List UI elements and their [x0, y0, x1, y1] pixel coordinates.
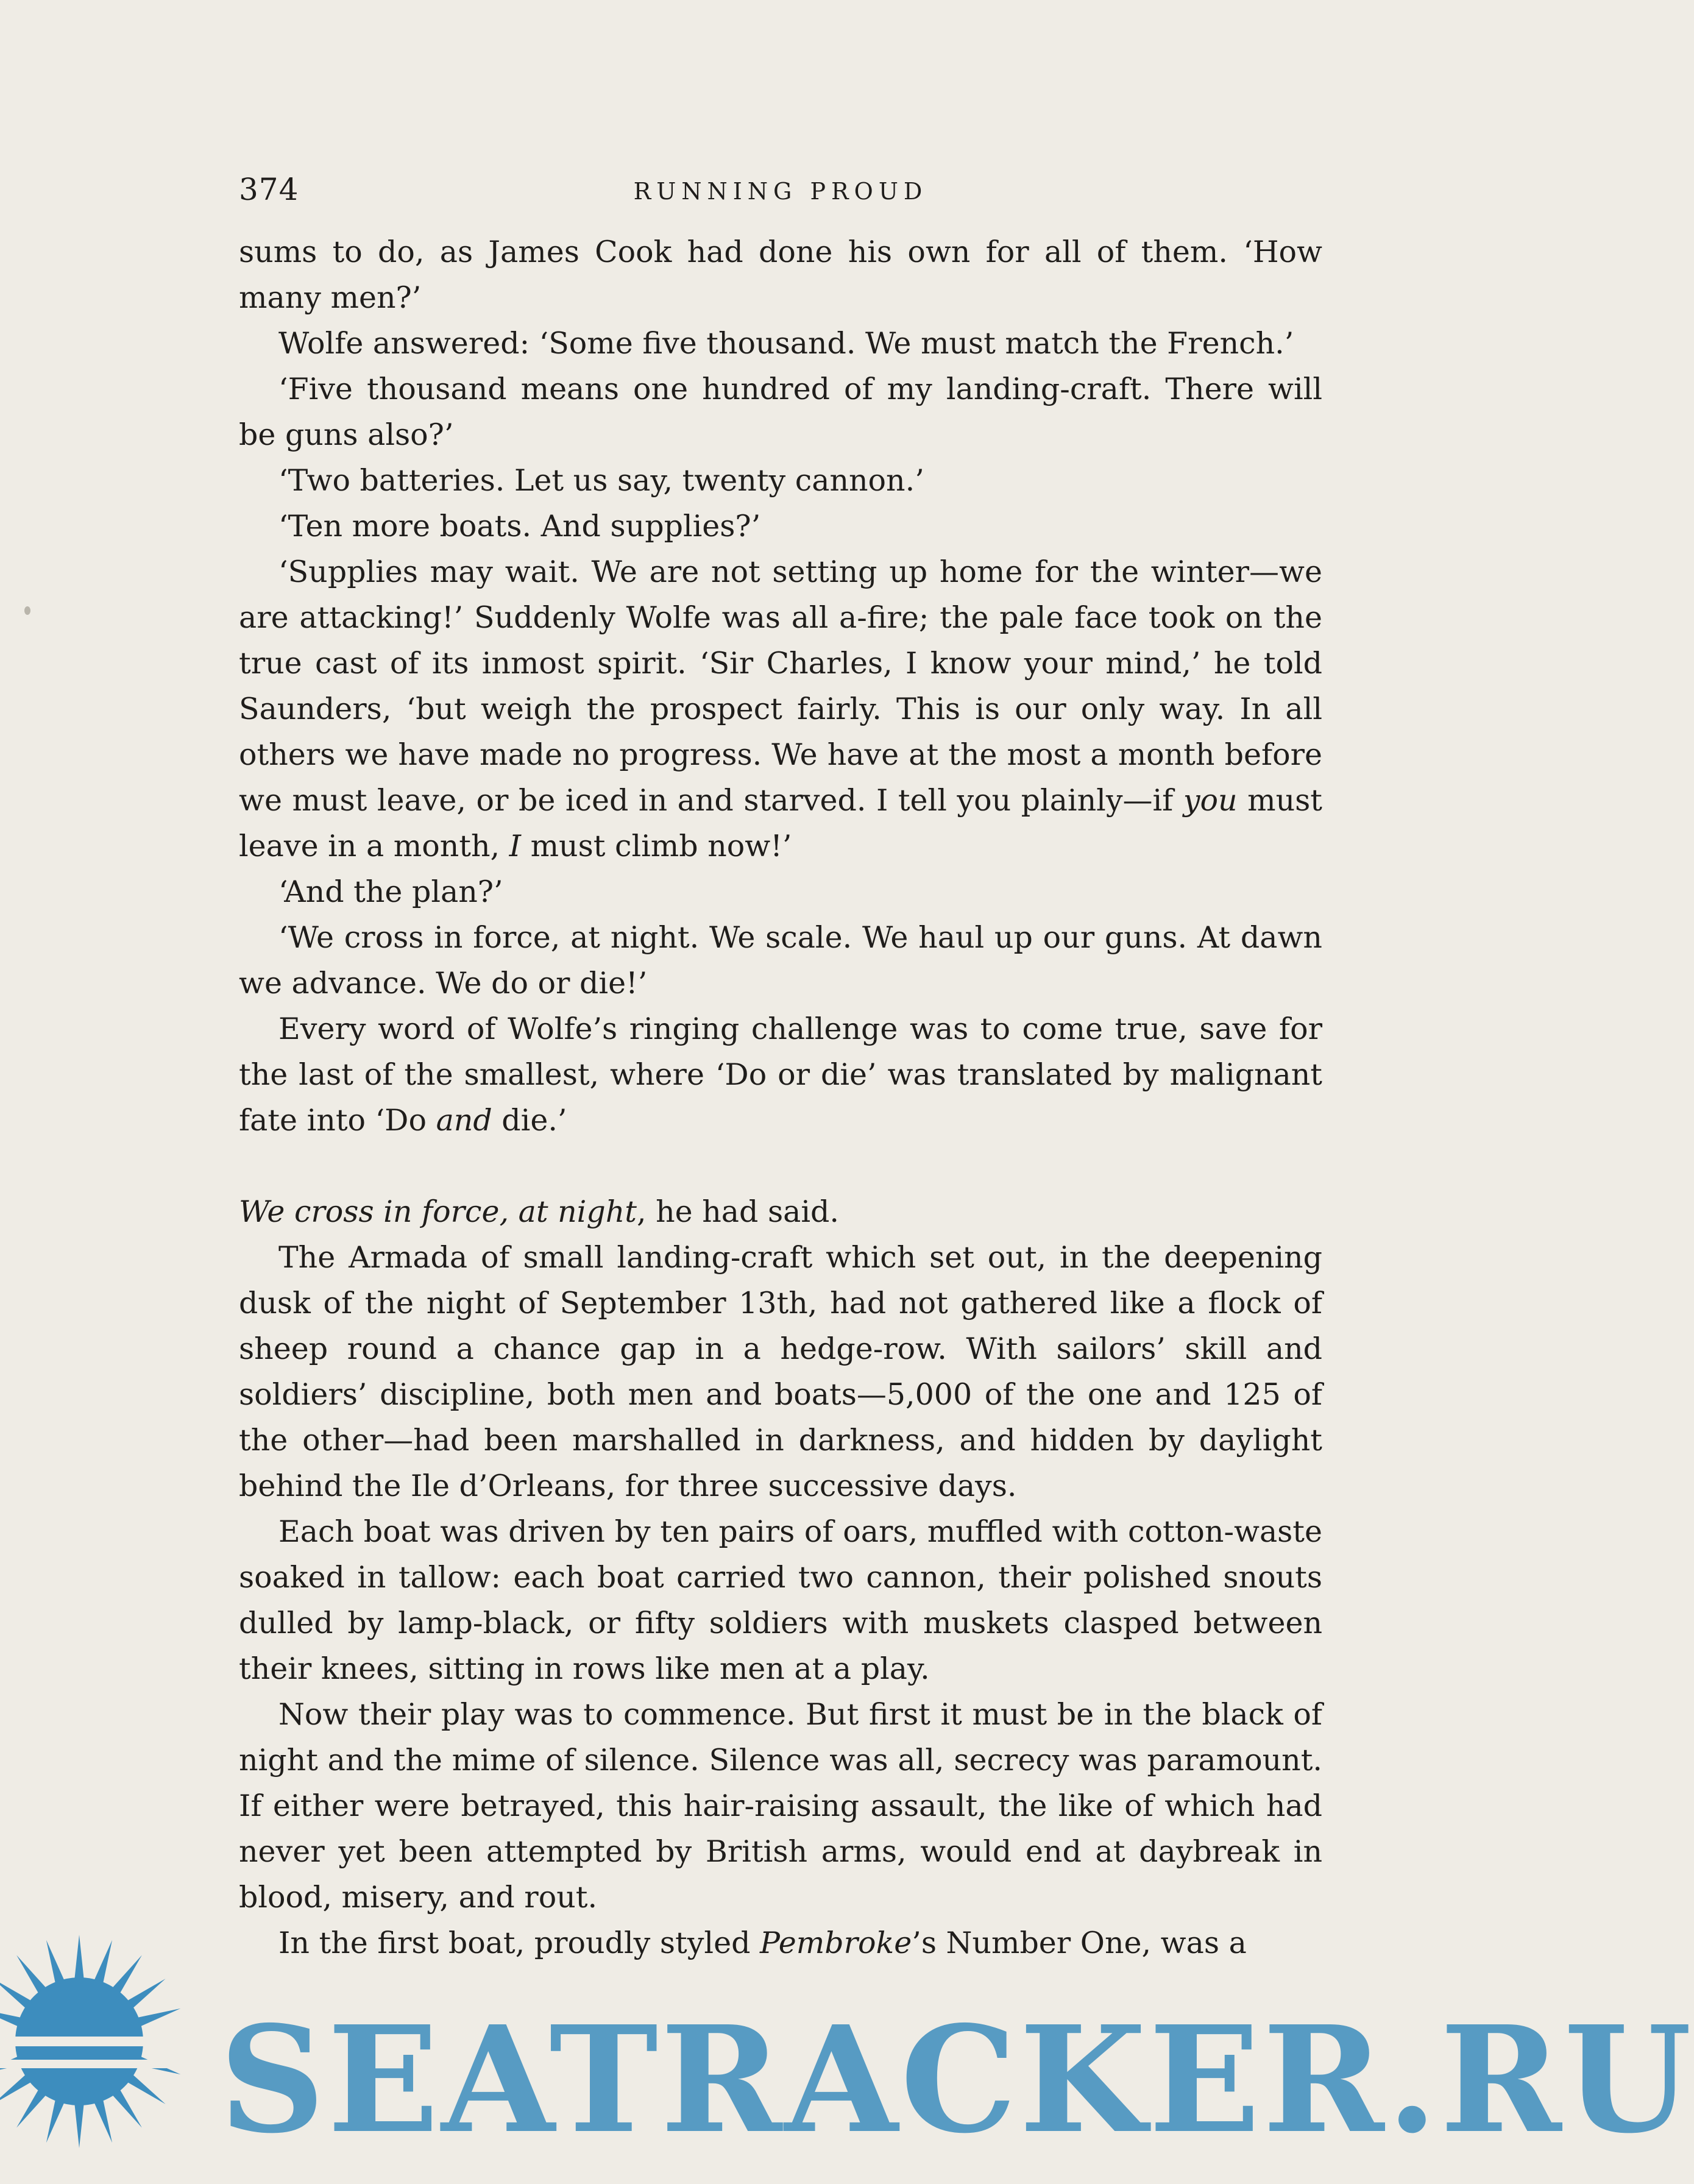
- text-run: ‘And the plan?’: [278, 874, 503, 909]
- paragraph: [239, 1006, 1322, 1143]
- paragraph: [239, 366, 1322, 458]
- sun-ray: [74, 1935, 85, 1984]
- text-run: must leave in a month,: [239, 783, 1322, 863]
- text-run: Wolfe answered: ‘Some five thousand. We must match the French.’: [278, 326, 1294, 361]
- text-run: ‘We cross in force, at night. We scale. We haul up our guns. At dawn we advance. We do or die!’: [239, 920, 1322, 1001]
- page-number: 374: [239, 172, 299, 207]
- italic-text: Pembroke: [760, 1926, 912, 1960]
- running-head: RUNNING PROUD: [633, 178, 928, 205]
- text-run: must climb now!’: [521, 829, 792, 863]
- paragraph: [239, 1920, 1322, 1966]
- paragraph: [239, 915, 1322, 1006]
- text-run: die.’: [492, 1103, 567, 1138]
- paragraph: [239, 1692, 1322, 1920]
- text-run: Now their play was to commence. But first it must be in the black of night and the mime of silence. Silence was all, secrecy was paramount. If either were betrayed, this hair-raising assault, the like of which had never yet been attempted by British arms, would end at daybreak in blood, misery, and rout.: [239, 1697, 1322, 1915]
- text-run: ‘Two batteries. Let us say, twenty cannon.’: [278, 463, 924, 498]
- paragraph: [239, 229, 1322, 321]
- paragraph: [239, 1189, 1322, 1235]
- italic-text: We cross in force, at night: [239, 1194, 637, 1229]
- watermark-text: SEATRACKER.RU: [219, 1994, 1694, 2166]
- paragraph: [239, 1235, 1322, 1509]
- italic-text: I: [509, 829, 522, 863]
- text-run: , he had said.: [636, 1194, 839, 1229]
- sun-logo-icon: [0, 1935, 213, 2148]
- text-run: Every word of Wolfe’s ringing challenge was to come true, save for the last of the smallest, where ‘Do or die’ was translated by malignant fate into ‘Do: [239, 1012, 1322, 1138]
- italic-text: you: [1183, 783, 1238, 818]
- body-text: [239, 229, 1322, 1966]
- text-run: ‘Ten more boats. And supplies?’: [278, 509, 761, 544]
- text-run: ‘Five thousand means one hundred of my landing-craft. There will be guns also?’: [239, 372, 1322, 452]
- page-header: [239, 172, 1322, 214]
- paper-speck: [24, 606, 30, 615]
- paragraph: [239, 321, 1322, 366]
- paragraph: [239, 869, 1322, 915]
- paragraph: [239, 1509, 1322, 1692]
- paragraph: [239, 458, 1322, 503]
- text-run: The Armada of small landing-craft which set out, in the deepening dusk of the night of September 13th, had not gathered like a flock of sheep round a chance gap in a hedge-row. With sailors’ skill and soldiers’ discipline, both men and boats—5,000 of the one and 125 of the other—had been marshalled in darkness, and hidden by daylight behind the Ile d’Orleans, for three successive days.: [239, 1240, 1322, 1503]
- text-run: sums to do, as James Cook had done his own for all of them. ‘How many men?’: [239, 235, 1322, 315]
- text-run: ‘Supplies may wait. We are not setting up home for the winter—we are attacking!’ Suddenly Wolfe was all a-fire; the pale face took on the true cast of its inmost spirit. ‘Sir Charles, I know your mind,’ he told Saunders, ‘but weigh the prospect fairly. This is our only way. In all others we have made no progress. We have at the most a month before we must leave, or be iced in and starved. I tell you plainly—if: [239, 555, 1322, 818]
- text-run: ’s Number One, was a: [912, 1926, 1247, 1960]
- sun-ray: [74, 2099, 85, 2148]
- text-run: Each boat was driven by ten pairs of oars, muffled with cotton-waste soaked in tallow: each boat carried two cannon, their polished snouts dulled by lamp-black, or fifty soldiers with muskets clasped between their knees, sitting in rows like men at a play.: [239, 1514, 1322, 1686]
- italic-text: and: [436, 1103, 492, 1138]
- paragraph: [239, 549, 1322, 869]
- paragraph: [239, 503, 1322, 549]
- text-run: In the first boat, proudly styled: [278, 1926, 760, 1960]
